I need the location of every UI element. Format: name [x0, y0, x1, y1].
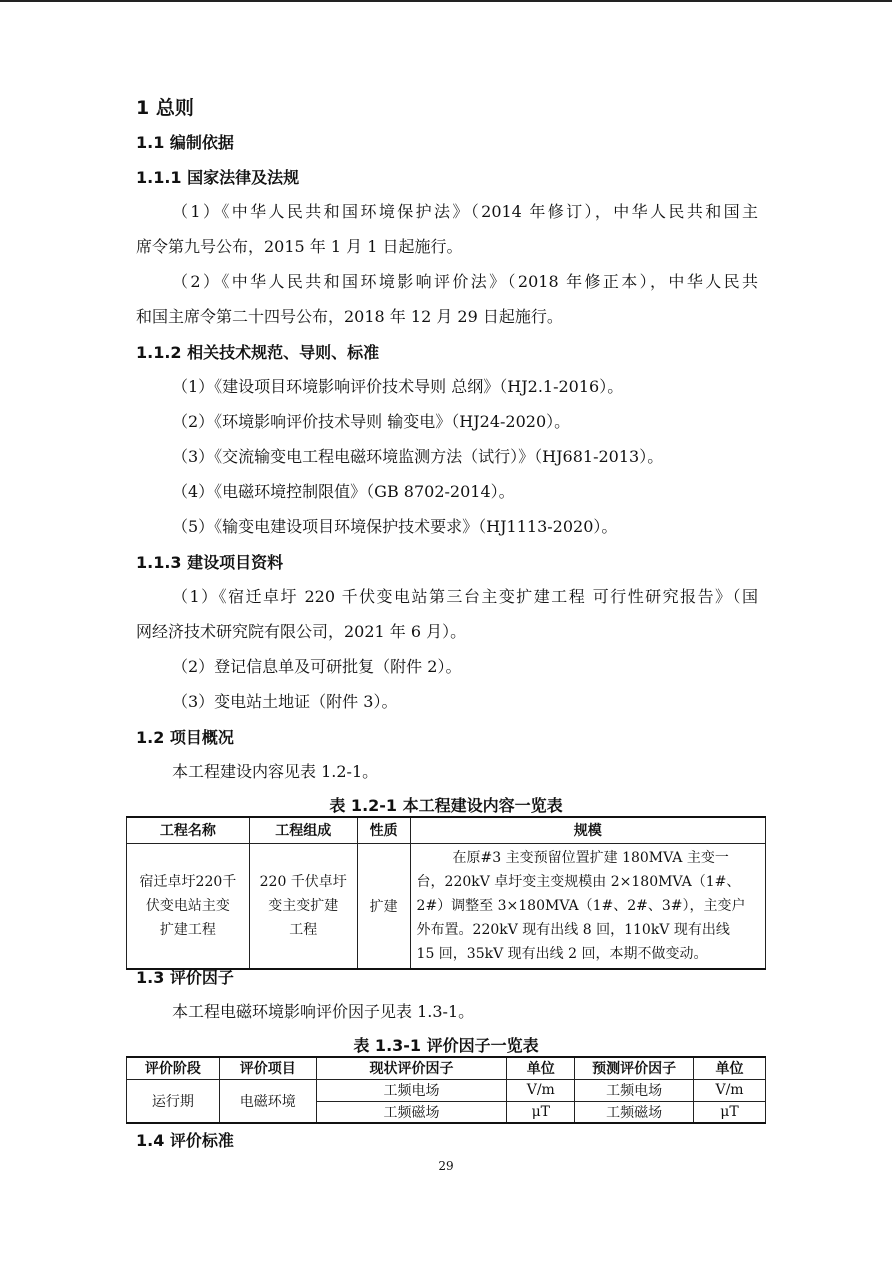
table-header-cell: 评价阶段 [127, 1057, 220, 1079]
section-heading-1-1: 1.1 编制依据 [136, 133, 234, 152]
project-composition-cell [249, 843, 357, 969]
standard-item: （4）《电磁环境控制限值》（GB 8702-2014）。 [172, 482, 515, 501]
predict-factor-cell: 工频电场 [575, 1079, 694, 1101]
composition-line: 变主变扩建 [268, 897, 339, 914]
law-item-2-line-2: 和国主席令第二十四号公布，2018 年 12 月 29 日起施行。 [136, 307, 563, 326]
project-name-line: 伏变电站主变 [145, 897, 230, 914]
table-header-cell: 工程组成 [249, 817, 357, 843]
factors-text: 本工程电磁环境影响评价因子见表 1.3-1。 [172, 1002, 475, 1021]
table-header-cell: 预测评价因子 [575, 1057, 694, 1079]
table-header-cell: 评价项目 [219, 1057, 316, 1079]
construction-content-table [126, 816, 766, 970]
unit-cell: V/m [507, 1079, 575, 1101]
overview-text: 本工程建设内容见表 1.2-1。 [172, 762, 379, 781]
table-header-cell: 规模 [410, 817, 765, 843]
stage-cell: 运行期 [127, 1079, 220, 1123]
law-item-2-line-1: （2）《中华人民共和国环境影响评价法》（2018 年修正本），中华人民共 [172, 272, 758, 291]
table-header-cell: 单位 [694, 1057, 766, 1079]
section-heading-1-4: 1.4 评价标准 [136, 1131, 234, 1150]
scale-line: 2#）调整至 3×180MVA（1#、2#、3#），主变户 [416, 897, 746, 914]
evaluation-factor-table [126, 1056, 766, 1124]
composition-line: 工程 [289, 921, 318, 938]
table-header-cell: 性质 [357, 817, 410, 843]
material-item-1-line-1: （1）《宿迁卓圩 220 千伏变电站第三台主变扩建工程 可行性研究报告》（国 [172, 587, 758, 606]
standard-item: （5）《输变电建设项目环境保护技术要求》（HJ1113-2020）。 [172, 517, 618, 536]
scale-line: 在原#3 主变预留位置扩建 180MVA 主变一 [452, 849, 729, 866]
section-heading-1-1-1: 1.1.1 国家法律及法规 [136, 168, 300, 187]
law-item-1-line-1: （1）《中华人民共和国环境保护法》（2014 年修订），中华人民共和国主 [172, 202, 758, 221]
project-scale-cell [410, 843, 765, 969]
unit-cell: V/m [694, 1079, 766, 1101]
standard-item: （2）《环境影响评价技术导则 输变电》（HJ24-2020）。 [172, 412, 571, 431]
standard-item: （3）《交流输变电工程电磁环境监测方法（试行）》（HJ681-2013）。 [172, 447, 664, 466]
page-number: 29 [438, 1159, 454, 1173]
current-factor-cell: 工频磁场 [316, 1101, 507, 1123]
project-name-line: 宿迁卓圩220千 [139, 873, 237, 890]
project-name-cell [127, 843, 250, 969]
table-header-cell: 工程名称 [127, 817, 250, 843]
material-item-2: （2）登记信息单及可研批复（附件 2）。 [172, 657, 462, 676]
scale-line: 台，220kV 卓圩变主变规模由 2×180MVA（1#、 [416, 873, 741, 890]
scale-line: 外布置。220kV 现有出线 8 回，110kV 现有出线 [416, 921, 730, 938]
table-header-cell: 单位 [507, 1057, 575, 1079]
current-factor-cell: 工频电场 [316, 1079, 507, 1101]
table-1-caption: 表 1.2-1 本工程建设内容一览表 [329, 796, 563, 815]
composition-line: 220 千伏卓圩 [259, 873, 347, 890]
table-header-cell: 现状评价因子 [316, 1057, 507, 1079]
section-heading-1-1-3: 1.1.3 建设项目资料 [136, 553, 284, 572]
material-item-3: （3）变电站土地证（附件 3）。 [172, 692, 398, 711]
standard-item: （1）《建设项目环境影响评价技术导则 总纲》（HJ2.1-2016）。 [172, 377, 624, 396]
section-heading-1-1-2: 1.1.2 相关技术规范、导则、标准 [136, 343, 380, 362]
table-2-caption: 表 1.3-1 评价因子一览表 [353, 1036, 539, 1055]
law-item-1-line-2: 席令第九号公布，2015 年 1 月 1 日起施行。 [136, 237, 463, 256]
section-title-1: 1 总则 [136, 97, 194, 119]
section-heading-1-3: 1.3 评价因子 [136, 968, 234, 987]
item-cell: 电磁环境 [219, 1079, 316, 1123]
unit-cell: μT [694, 1101, 766, 1123]
top-border-line [0, 0, 892, 2]
unit-cell: μT [507, 1101, 575, 1123]
project-name-line: 扩建工程 [159, 921, 216, 938]
predict-factor-cell: 工频磁场 [575, 1101, 694, 1123]
project-nature-cell: 扩建 [357, 843, 410, 969]
scale-line: 15 回，35kV 现有出线 2 回，本期不做变动。 [416, 945, 708, 962]
material-item-1-line-2: 网经济技术研究院有限公司，2021 年 6 月）。 [136, 622, 467, 641]
section-heading-1-2: 1.2 项目概况 [136, 728, 234, 747]
